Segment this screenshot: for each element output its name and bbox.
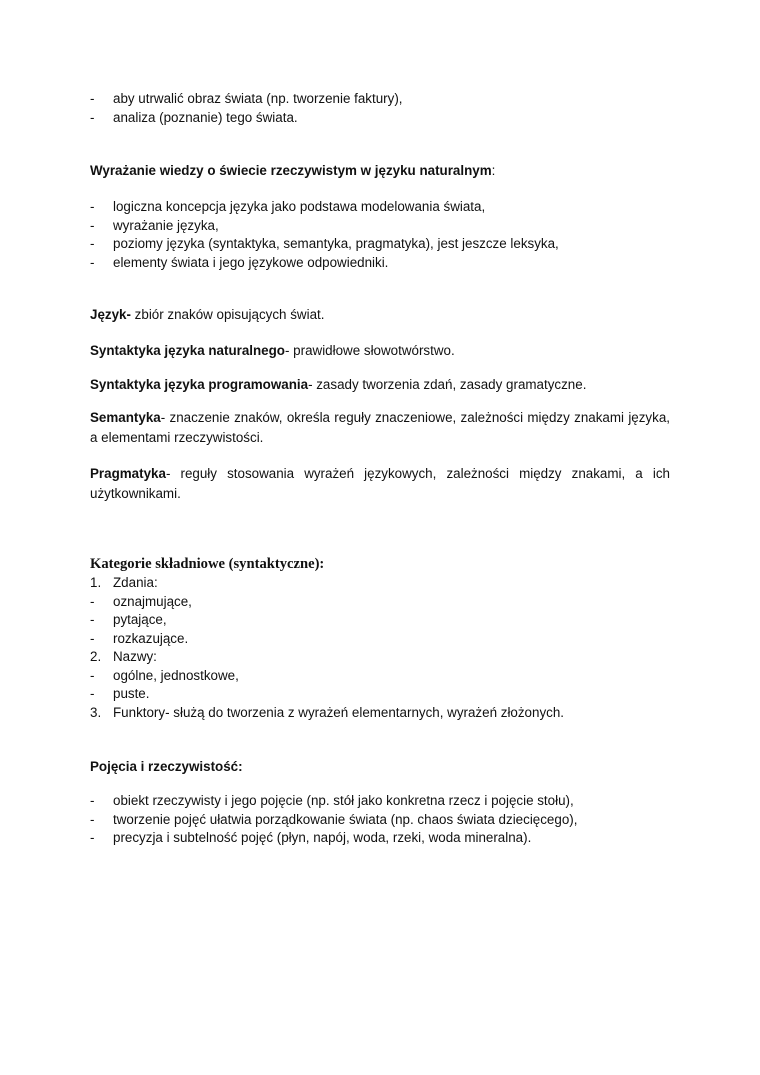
definition-term: Język- xyxy=(90,307,131,322)
list-item xyxy=(90,90,670,109)
list-item-text: Funktory- służą do tworzenia z wyrażeń elementarnych, wyrażeń złożonych. xyxy=(113,704,565,720)
list-item-text: ogólne, jednostkowe, xyxy=(113,667,239,683)
list-item-text: rozkazujące. xyxy=(113,630,189,646)
list-marker: 3. xyxy=(90,704,102,720)
list-item xyxy=(90,648,670,667)
list-item-text: pytające, xyxy=(113,612,167,627)
list-marker: - xyxy=(90,593,95,609)
section-heading-suffix: : xyxy=(491,163,496,178)
list-item-text: aby utrwalić obraz świata (np. tworzenie faktury), xyxy=(113,91,403,106)
definition-syntax-natural xyxy=(90,341,670,361)
list-item-text: elementy świata i jego językowe odpowiedniki. xyxy=(113,254,389,270)
definition-text: - znaczenie znaków, określa reguły znaczeniowe, zależności między znakami języka, a elementami rzeczywistości. xyxy=(90,410,670,445)
list-item-text: tworzenie pojęć ułatwia porządkowanie świata (np. chaos świata dziecięcego), xyxy=(113,811,578,827)
list-item xyxy=(90,811,670,830)
list-marker: 2. xyxy=(90,649,102,664)
list-item-text: poziomy języka (syntaktyka, semantyka, pragmatyka), jest jeszcze leksyka, xyxy=(113,236,559,251)
list-marker: - xyxy=(90,109,95,125)
list-item-text: analiza (poznanie) tego świata. xyxy=(113,109,298,125)
list-marker: - xyxy=(90,630,95,646)
list-marker: 1. xyxy=(90,575,102,590)
section-heading-concepts xyxy=(90,758,670,777)
definition-term: Semantyka xyxy=(90,410,161,425)
knowledge-list xyxy=(90,198,670,272)
list-item-text: precyzja i subtelność pojęć (płyn, napój, woda, rzeki, woda mineralna). xyxy=(113,830,532,845)
definition-text: - zasady tworzenia zdań, zasady gramatyczne. xyxy=(308,377,587,392)
list-item-text: puste. xyxy=(113,686,150,701)
list-marker: - xyxy=(90,91,95,106)
list-marker: - xyxy=(90,811,95,827)
list-marker: - xyxy=(90,236,95,251)
definition-text: zbiór znaków opisujących świat. xyxy=(130,307,325,322)
list-item-text: obiekt rzeczywisty i jego pojęcie (np. stół jako konkretna rzecz i pojęcie stołu), xyxy=(113,793,574,808)
list-item xyxy=(90,630,670,649)
intro-list xyxy=(90,90,670,127)
list-item-text: oznajmujące, xyxy=(113,593,192,609)
definition-term: Pragmatyka xyxy=(90,466,166,481)
section-heading-text: Wyrażanie wiedzy o świecie rzeczywistym w języku naturalnym xyxy=(90,163,492,178)
list-item xyxy=(90,611,670,630)
definition-language xyxy=(90,305,670,325)
definition-text: - reguły stosowania wyrażeń językowych, zależności między znakami, a ich użytkownikami. xyxy=(90,466,670,501)
definition-syntax-programming xyxy=(90,375,670,395)
list-item xyxy=(90,217,670,236)
section-heading-text: Kategorie składniowe (syntaktyczne): xyxy=(90,556,325,572)
list-item-text: Nazwy: xyxy=(113,649,157,664)
definition-pragmatics xyxy=(90,464,670,504)
list-item xyxy=(90,829,670,848)
definition-semantics xyxy=(90,408,670,448)
list-item xyxy=(90,792,670,811)
concepts-list xyxy=(90,792,670,848)
list-marker: - xyxy=(90,612,95,627)
list-item xyxy=(90,685,670,704)
definition-term: Syntaktyka języka programowania xyxy=(90,377,309,392)
list-item xyxy=(90,574,670,593)
definition-term: Syntaktyka języka naturalnego xyxy=(90,343,285,358)
list-item xyxy=(90,109,670,128)
list-marker: - xyxy=(90,830,95,845)
list-item xyxy=(90,667,670,686)
list-item xyxy=(90,254,670,273)
list-marker: - xyxy=(90,217,95,233)
list-marker: - xyxy=(90,199,95,214)
list-item-text: wyrażanie języka, xyxy=(113,217,219,233)
section-heading-knowledge xyxy=(90,162,670,181)
list-marker: - xyxy=(90,254,95,270)
list-item xyxy=(90,704,670,723)
list-marker: - xyxy=(90,667,95,683)
list-item xyxy=(90,593,670,612)
section-heading-text: Pojęcia i rzeczywistość: xyxy=(90,759,243,774)
categories-list xyxy=(90,574,670,722)
section-heading-categories xyxy=(90,555,670,574)
list-item-text: logiczna koncepcja języka jako podstawa modelowania świata, xyxy=(113,199,486,214)
list-item xyxy=(90,198,670,217)
list-item xyxy=(90,235,670,254)
list-item-text: Zdania: xyxy=(113,575,158,590)
list-marker: - xyxy=(90,793,95,808)
list-marker: - xyxy=(90,686,95,701)
definition-text: - prawidłowe słowotwórstwo. xyxy=(285,343,455,358)
